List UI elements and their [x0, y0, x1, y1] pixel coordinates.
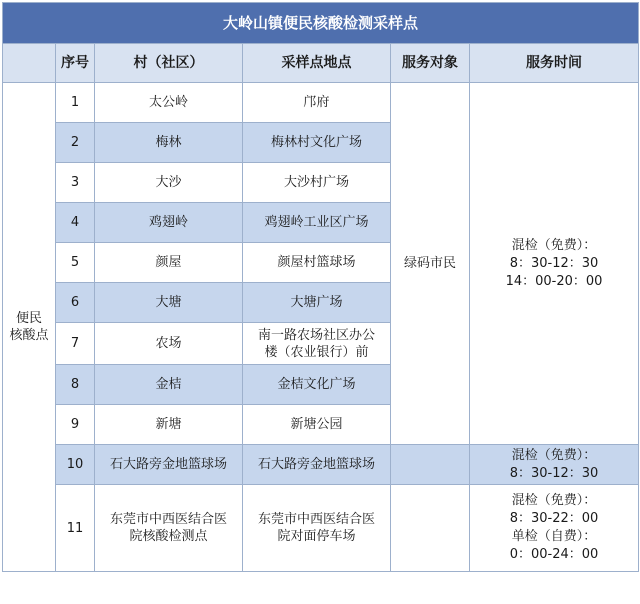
row-village — [95, 485, 243, 572]
time-cell-2 — [470, 445, 639, 485]
row-no: 3 — [56, 163, 95, 203]
row-no: 8 — [56, 365, 95, 405]
row-site-line2: 楼（农业银行）前 — [264, 344, 369, 360]
row-site: 颜屋村篮球场 — [243, 243, 391, 283]
header-no: 序号 — [56, 44, 95, 83]
row-village-line1: 东莞市中西医结合医 — [109, 512, 227, 527]
row-site — [243, 485, 391, 572]
group-label — [3, 83, 56, 572]
row-site: 大塘广场 — [243, 283, 391, 323]
row-no: 6 — [56, 283, 95, 323]
row-no: 11 — [56, 485, 95, 572]
row-no: 7 — [56, 323, 95, 365]
time-3-line2: 8：30-22：00 — [509, 511, 599, 526]
row-no: 2 — [56, 123, 95, 163]
row-village: 鸡翅岭 — [95, 203, 243, 243]
row-village: 颜屋 — [95, 243, 243, 283]
row-village: 大沙 — [95, 163, 243, 203]
group-label-line1: 便民 — [15, 311, 42, 326]
row-site: 大沙村广场 — [243, 163, 391, 203]
time-3-line3: 单检（自费）： — [511, 529, 597, 544]
row-site: 金桔文化广场 — [243, 365, 391, 405]
row-site-line1: 南一路农场社区办公 — [257, 327, 375, 343]
row-site-line2: 院对面停车场 — [277, 529, 356, 544]
row-no: 4 — [56, 203, 95, 243]
row-site: 梅林村文化广场 — [243, 123, 391, 163]
group-label-line2: 核酸点 — [9, 328, 49, 343]
row-village: 太公岭 — [95, 83, 243, 123]
row-site — [243, 323, 391, 365]
table-title: 大岭山镇便民核酸检测采样点 — [3, 3, 639, 44]
row-site: 新塘公园 — [243, 405, 391, 445]
row-village: 梅林 — [95, 123, 243, 163]
time-cell-1 — [470, 83, 639, 445]
row-no: 10 — [56, 445, 95, 485]
time-1-line3: 14：00-20：00 — [505, 273, 603, 289]
row-no: 5 — [56, 243, 95, 283]
row-site: 邝府 — [243, 83, 391, 123]
row-village: 大塘 — [95, 283, 243, 323]
row-no: 1 — [56, 83, 95, 123]
time-cell-3 — [470, 485, 639, 572]
row-village-line2: 院核酸检测点 — [129, 529, 208, 544]
header-target: 服务对象 — [391, 44, 470, 83]
sampling-points-table — [2, 2, 639, 572]
target-cell: 绿码市民 — [391, 83, 470, 445]
target-cell-blank — [391, 485, 470, 572]
header-time: 服务时间 — [470, 44, 639, 83]
header-blank — [3, 44, 56, 83]
time-3-line4: 0：00-24：00 — [509, 547, 599, 562]
time-3-line1: 混检（免费）： — [511, 493, 597, 508]
row-no: 9 — [56, 405, 95, 445]
sampling-points-sheet — [2, 2, 638, 602]
header-village: 村（社区） — [95, 44, 243, 83]
row-site: 石大路旁金地篮球场 — [243, 445, 391, 485]
time-2-line2: 8：30-12：30 — [509, 465, 599, 481]
time-2-line1: 混检（免费）： — [511, 447, 597, 463]
target-cell-blank — [391, 445, 470, 485]
row-village: 农场 — [95, 323, 243, 365]
row-site-line1: 东莞市中西医结合医 — [257, 512, 375, 527]
time-1-line2: 8：30-12：30 — [509, 255, 599, 271]
time-1-line1: 混检（免费）： — [511, 237, 597, 253]
row-site: 鸡翅岭工业区广场 — [243, 203, 391, 243]
row-village: 新塘 — [95, 405, 243, 445]
row-village: 金桔 — [95, 365, 243, 405]
row-village: 石大路旁金地篮球场 — [95, 445, 243, 485]
header-site: 采样点地点 — [243, 44, 391, 83]
